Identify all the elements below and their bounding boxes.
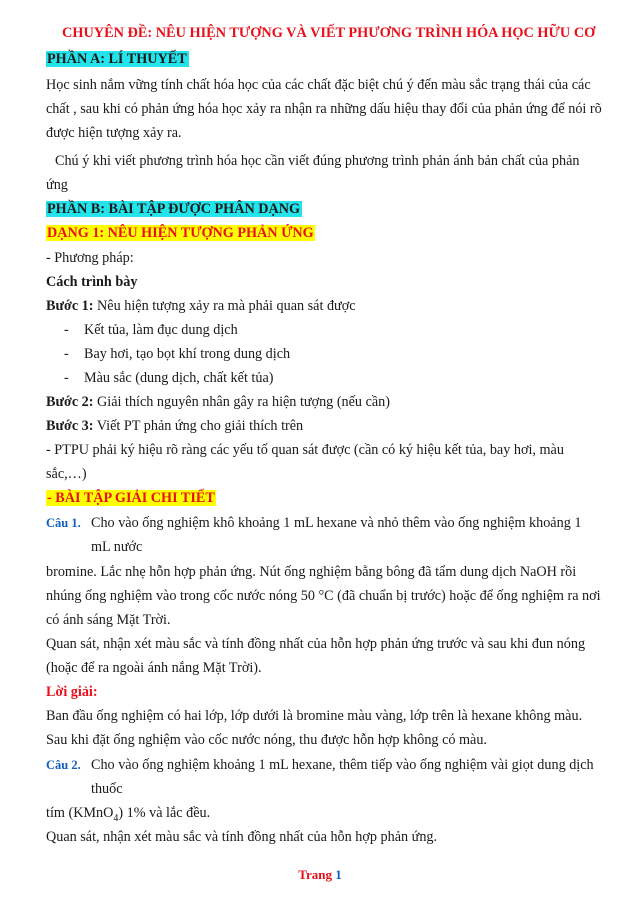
part-a-heading: PHẦN A: LÍ THUYẾT	[47, 51, 187, 67]
bullet-item	[64, 321, 238, 339]
bullet-text: Màu sắc (dung dịch, chất kết tủa)	[84, 370, 274, 386]
exercises-heading: - BÀI TẬP GIẢI CHI TIẾT	[47, 490, 215, 506]
bullet-text: Kết tủa, làm đục dung dịch	[84, 322, 238, 338]
q1-body-line3: có ánh sáng Mặt Trời.	[46, 612, 171, 628]
footer-label: Trang	[298, 867, 336, 882]
step1-line	[46, 297, 356, 315]
q1-solution-line1: Ban đầu ống nghiệm có hai lớp, lớp dưới là bromine màu vàng, lớp trên là hexane không màu.	[46, 708, 583, 724]
q1-line1	[46, 514, 581, 532]
page-footer	[0, 866, 640, 884]
bullet-item	[64, 345, 290, 363]
exercises-heading-line	[46, 489, 216, 507]
q2-label: Câu 2.	[46, 758, 81, 772]
part-a-para1-line1: Học sinh nắm vững tính chất hóa học của các chất đặc biệt chú ý đến màu sắc trạng thái của các	[46, 77, 591, 93]
step3-line	[46, 417, 303, 435]
bullet-item	[64, 369, 274, 387]
q1-solution-line2: Sau khi đặt ống nghiệm vào cốc nước nóng, thu được hỗn hợp không có màu.	[46, 732, 487, 748]
dang1-heading: DẠNG 1: NÊU HIỆN TƯỢNG PHẢN ỨNG	[47, 225, 314, 241]
part-a-para2-line2: ứng	[46, 177, 68, 193]
q2-line1	[46, 756, 594, 774]
page-number: 1	[335, 867, 342, 882]
step3-label: Bước 3:	[46, 418, 94, 434]
q2-line2: thuốc	[91, 781, 123, 797]
document-title: CHUYÊN ĐỀ: NÊU HIỆN TƯỢNG VÀ VIẾT PHƯƠNG TRÌNH HÓA HỌC HỮU CƠ	[62, 25, 596, 41]
step2-label: Bước 2:	[46, 394, 94, 410]
bullet-text: Bay hơi, tạo bọt khí trong dung dịch	[84, 346, 291, 362]
q2-line3-post: ) 1% và lắc đều.	[118, 805, 211, 821]
step3-text: Viết PT phản ứng cho giải thích trên	[93, 418, 304, 434]
presentation-heading: Cách trình bày	[46, 274, 138, 290]
q1-body-line4: Quan sát, nhận xét màu sắc và tính đồng nhất của hỗn hợp phản ứng trước và sau khi đun nóng	[46, 636, 586, 652]
q2-line3-sub: 4	[113, 812, 119, 824]
part-a-para2-line1: Chú ý khi viết phương trình hóa học cần viết đúng phương trình phản ánh bản chất của phản	[55, 153, 580, 169]
part-a-para1-line2: chất , sau khi có phản ứng hóa học xảy ra nhận ra những dấu hiệu thay đổi của phản ứng để nói rõ	[46, 101, 602, 117]
part-b-heading: PHẦN B: BÀI TẬP ĐƯỢC PHÂN DẠNG	[47, 201, 301, 217]
note-line2: sắc,…)	[46, 466, 87, 482]
q2-text1: Cho vào ống nghiệm khoảng 1 mL hexane, thêm tiếp vào ống nghiệm vài giọt dung dịch	[91, 757, 594, 773]
note-line1: - PTPU phải ký hiệu rõ ràng các yếu tố quan sát được (cần có ký hiệu kết tủa, bay hơi, màu	[46, 442, 564, 458]
q2-line3	[46, 804, 210, 828]
dang1-heading-line	[46, 224, 315, 242]
step2-line	[46, 393, 390, 411]
q2-line3-pre: tím (KMnO	[46, 805, 114, 821]
step1-text: Nêu hiện tượng xảy ra mà phải quan sát được	[93, 298, 356, 314]
q1-body-line1: bromine. Lắc nhẹ hỗn hợp phản ứng. Nút ống nghiệm bằng bông đã tẩm dung dịch NaOH rồi	[46, 564, 577, 580]
part-a-para1-line3: được hiện tượng xảy ra.	[46, 125, 182, 141]
bullet-dash: -	[64, 322, 69, 338]
method-label: - Phương pháp:	[46, 250, 134, 266]
q1-solution-label: Lời giải:	[46, 684, 98, 700]
q2-line4: Quan sát, nhận xét màu sắc và tính đồng nhất của hỗn hợp phản ứng.	[46, 829, 438, 845]
q1-text1: Cho vào ống nghiệm khô khoảng 1 mL hexane và nhỏ thêm vào ống nghiệm khoảng 1	[91, 515, 582, 531]
part-a-heading-line	[46, 50, 189, 68]
q1-body-line5: (hoặc để ra ngoài ánh nắng Mặt Trời).	[46, 660, 262, 676]
q1-label: Câu 1.	[46, 516, 81, 530]
step1-label: Bước 1:	[46, 298, 94, 314]
q1-line2: mL nước	[91, 539, 143, 555]
step2-text: Giải thích nguyên nhân gây ra hiện tượng (nếu cần)	[93, 394, 390, 410]
bullet-dash: -	[64, 370, 69, 386]
bullet-dash: -	[64, 346, 69, 362]
q1-body-line2: nhúng ống nghiệm vào trong cốc nước nóng 50 °C (đã chuẩn bị trước) hoặc để ống nghiệm ra nơi	[46, 588, 601, 604]
part-b-heading-line	[46, 200, 302, 218]
